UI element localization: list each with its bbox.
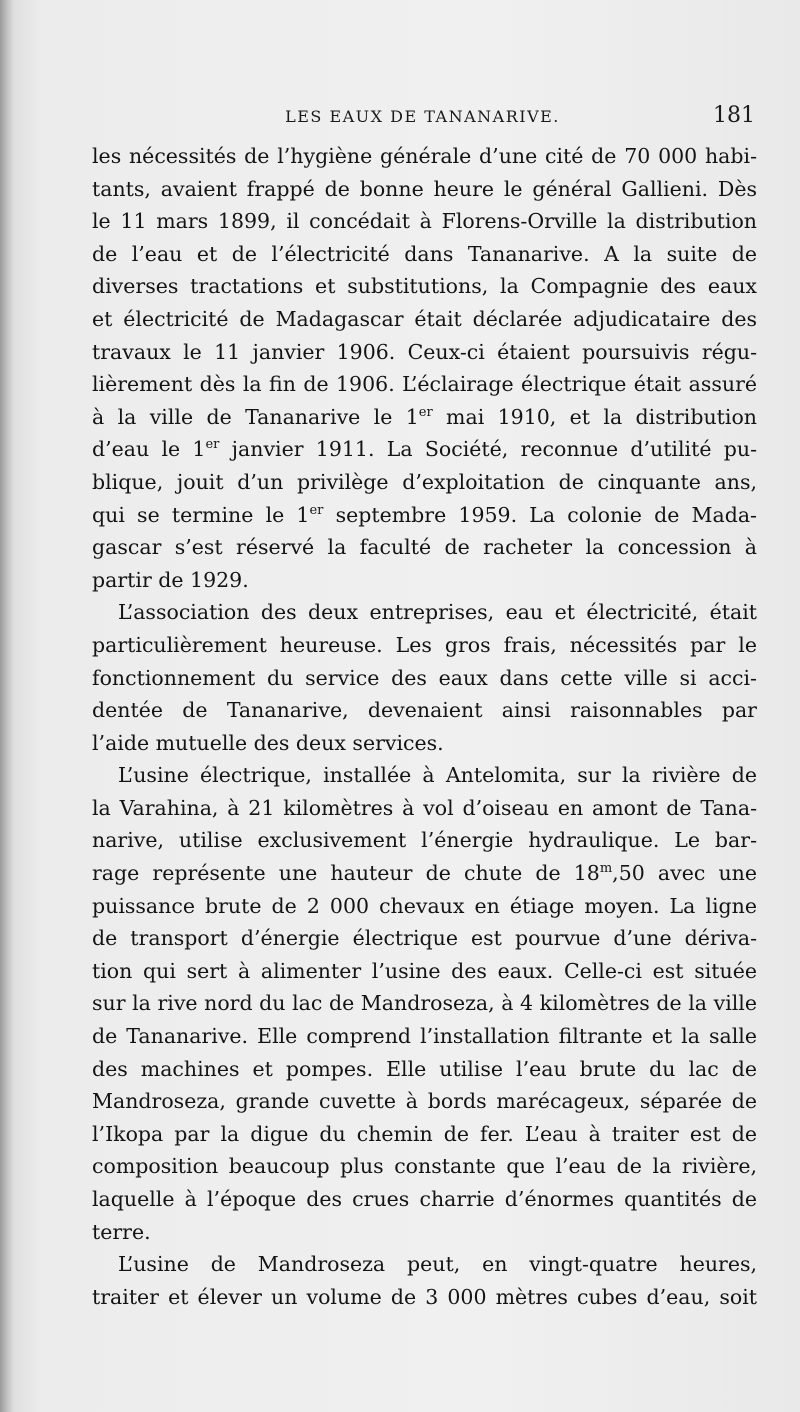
text-line: à la ville de Tananarive le 1er mai 1910, et la distribution [92,404,757,429]
text-line: l’aide mutuelle des deux services. [92,730,444,755]
text-line: qui se termine le 1er septembre 1959. La colonie de Mada- [92,502,757,527]
text-line: tion qui sert à alimenter l’usine des eaux. Celle-ci est située [92,958,757,983]
text-line: particulièrement heureuse. Les gros frais, nécessités par le [92,632,757,657]
running-head [90,103,755,133]
text-line: Mandroseza, grande cuvette à bords marécageux, séparée de [92,1089,757,1114]
text-line: L’usine de Mandroseza peut, en vingt-quatre heures, [118,1252,757,1277]
text-line: narive, utilise exclusivement l’énergie hydraulique. Le bar- [92,828,757,853]
binding-shadow [0,0,14,1412]
text-line: les nécessités de l’hygiène générale d’une cité de 70 000 habi- [92,144,757,168]
text-line: traiter et élever un volume de 3 000 mètres cubes d’eau, soit [92,1284,757,1309]
text-line: l’Ikopa par la digue du chemin de fer. L’eau à traiter est de [92,1121,757,1146]
text-line: rage représente une hauteur de chute de 18$^m$,50 avec une [92,861,757,886]
text-line: d’eau le 1er janvier 1911. La Société, reconnue d’utilité pu- [92,437,757,462]
text-line: tants, avaient frappé de bonne heure le général Gallieni. Dès [92,176,757,201]
text-line: sur la rive nord du lac de Mandroseza, à 4 kilomètres de la ville [92,991,757,1016]
text-line: la Varahina, à 21 kilomètres à vol d’oiseau en amont de Tana- [92,795,757,820]
body-text [92,140,757,1313]
text-line: le 11 mars 1899, il concédait à Florens-Orville la distribution [92,209,757,234]
text-line: de transport d’énergie électrique est pourvue d’une dériva- [92,926,757,951]
text-line: composition beaucoup plus constante que l’eau de la rivière, [92,1154,757,1179]
text-line: dentée de Tananarive, devenaient ainsi raisonnables par [92,698,757,723]
text-line: de l’eau et de l’électricité dans Tananarive. A la suite de [92,241,757,266]
text-line: laquelle à l’époque des crues charrie d’énormes quantités de [92,1187,757,1211]
running-title: LES EAUX DE TANANARIVE. [285,107,560,126]
text-line: travaux le 11 janvier 1906. Ceux-ci étaient poursuivis régu- [92,339,757,364]
text-line: L’usine électrique, installée à Antelomita, sur la rivière de [118,763,757,788]
page-number: 181 [713,103,755,128]
text-line: de Tananarive. Elle comprend l’installation filtrante et la salle [92,1024,757,1049]
text-line: L’association des deux entreprises, eau et électricité, était [118,600,757,625]
text-line: terre. [92,1219,151,1244]
text-line: lièrement dès la fin de 1906. L’éclairage électrique était assuré [92,372,757,397]
text-line: blique, jouit d’un privilège d’exploitation de cinquante ans, [92,469,757,494]
text-line: puissance brute de 2 000 chevaux en étiage moyen. La ligne [92,893,757,918]
text-line: partir de 1929. [92,567,249,592]
text-line: et électricité de Madagascar était déclarée adjudicataire des [92,306,757,331]
text-line: fonctionnement du service des eaux dans cette ville si acci- [92,665,757,690]
text-line: gascar s’est réservé la faculté de racheter la concession à [92,535,757,560]
text-line: des machines et pompes. Elle utilise l’eau brute du lac de [92,1056,757,1081]
text-line: diverses tractations et substitutions, la Compagnie des eaux [92,274,757,299]
